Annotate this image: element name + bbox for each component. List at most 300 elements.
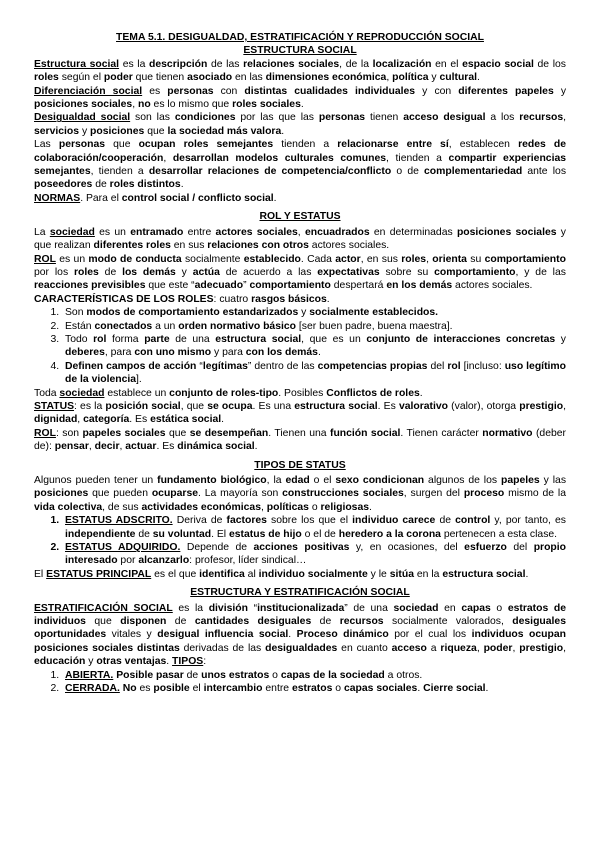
text-run: posiciones xyxy=(34,488,89,500)
text-run: dinámica social xyxy=(177,441,255,453)
text-run: . xyxy=(166,656,173,668)
text-run: en los demás xyxy=(386,280,453,292)
text-run: a xyxy=(426,642,441,654)
section-heading-tipos: TIPOS DE STATUS xyxy=(254,459,346,471)
text-run: , de la xyxy=(339,58,373,70)
text-run: alcanzarlo xyxy=(138,555,190,567)
text-run: religiosas xyxy=(320,501,370,513)
text-run: individuos ocupan posiciones sociales distintas xyxy=(34,629,566,654)
text-run: otras ventajas xyxy=(96,656,167,668)
text-run: despertará xyxy=(330,280,387,292)
list-item xyxy=(62,682,566,695)
text-run: actores sociales xyxy=(215,226,298,238)
text-run: educación xyxy=(34,656,86,668)
text-run: y las xyxy=(539,475,567,486)
text-run: sociedad xyxy=(59,387,105,399)
text-run: capas de la sociedad xyxy=(280,669,385,681)
text-run: decir xyxy=(94,441,120,453)
text-run: esfuerzo xyxy=(464,542,507,554)
text-run: o el xyxy=(309,475,336,486)
section-tipos xyxy=(34,474,566,581)
text-run: personas xyxy=(167,85,214,97)
text-run: pertenecen a esta clase. xyxy=(440,528,558,540)
text-run: ante los xyxy=(522,166,567,178)
list-item xyxy=(62,541,566,568)
text-run: es un xyxy=(55,253,89,265)
paragraph xyxy=(34,387,566,400)
text-run: a otros. xyxy=(384,669,423,681)
text-run: y xyxy=(428,72,440,84)
text-run: . xyxy=(485,683,489,695)
text-run: al xyxy=(244,568,259,580)
text-run: . El xyxy=(211,528,229,540)
text-run: “ xyxy=(247,602,258,614)
text-run: algunos de los xyxy=(424,475,502,486)
list-item xyxy=(62,360,566,387)
text-run: sociedad xyxy=(393,602,439,614)
text-run: ” xyxy=(243,280,250,292)
text-run: competencias propias xyxy=(317,360,428,372)
text-run: roles xyxy=(73,266,99,278)
text-run: posiciones xyxy=(90,125,145,137)
text-run: Conflictos de roles xyxy=(326,387,420,399)
text-run: poder xyxy=(103,72,133,84)
text-run: posición social xyxy=(105,400,181,412)
text-run: Deriva de xyxy=(172,515,227,527)
text-run: entre xyxy=(262,683,292,695)
text-run: individuo carece xyxy=(352,515,436,527)
text-run: con xyxy=(213,85,245,97)
text-run: estructura social xyxy=(442,568,526,580)
text-run: unos estratos xyxy=(201,669,270,681)
text-run: , xyxy=(563,642,566,654)
text-run: cantidades desiguales xyxy=(194,616,312,628)
text-run: a un xyxy=(152,320,179,332)
text-run: es el que xyxy=(151,568,200,580)
text-run: distintas cualidades individuales xyxy=(244,85,416,97)
section-heading-estructura: ESTRUCTURA SOCIAL xyxy=(243,45,357,57)
text-run: comportamiento xyxy=(484,253,566,265)
section-estructura xyxy=(34,58,566,205)
stratification-types-list xyxy=(34,669,566,696)
text-run: actividades económicas xyxy=(141,501,261,513)
text-run: es xyxy=(136,683,154,695)
paragraph xyxy=(34,138,566,192)
text-run: diferentes papeles xyxy=(458,85,554,97)
text-run: CARACTERÍSTICAS DE LOS ROLES xyxy=(34,293,214,305)
text-run: reacciones previsibles xyxy=(34,280,146,292)
paragraph xyxy=(34,85,566,112)
text-run: o el de xyxy=(301,528,339,540)
text-run: prestigio xyxy=(519,400,564,412)
text-run: , xyxy=(426,253,433,265)
status-types-list xyxy=(34,514,566,568)
text-run: Algunos pueden tener un xyxy=(34,475,158,486)
text-run: de acuerdo a las xyxy=(219,266,318,278)
section-rol xyxy=(34,226,566,454)
text-run: La xyxy=(34,226,50,238)
text-run: estructura social xyxy=(294,400,378,412)
text-run: . xyxy=(369,501,372,513)
text-run: , que xyxy=(180,400,208,412)
text-run: . xyxy=(417,683,424,695)
text-run: socialmente establecidos. xyxy=(309,307,439,319)
text-run: ROL xyxy=(34,253,56,265)
text-run: que tienen xyxy=(132,72,188,84)
text-run: es la xyxy=(172,602,209,614)
text-run: y xyxy=(175,266,193,278)
text-run: proceso xyxy=(463,488,505,500)
text-run: espacio social xyxy=(462,58,534,70)
text-run: son las xyxy=(130,112,175,124)
text-run: actores sociales. xyxy=(308,240,390,252)
text-run: es un xyxy=(94,226,131,238)
text-run: . xyxy=(419,387,423,399)
text-run: categoría xyxy=(83,414,130,426)
text-run: y le xyxy=(367,568,390,580)
text-run: y xyxy=(298,307,310,319)
text-run: la sociedad más valora xyxy=(167,125,282,137)
paragraph xyxy=(34,226,566,253)
text-run: . xyxy=(180,179,184,191)
text-run: , que es un xyxy=(301,333,367,345)
text-run: dimensiones económica xyxy=(265,72,387,84)
paragraph xyxy=(34,293,566,306)
text-run: . xyxy=(254,441,258,453)
text-run: papeles sociales xyxy=(82,427,166,439)
text-run: deberes xyxy=(65,347,105,359)
text-run: por xyxy=(117,555,139,567)
text-run: ESTATUS ADSCRITO. xyxy=(65,515,173,527)
text-run: ABIERTA. xyxy=(65,669,114,681)
text-run: desarrollan modelos culturales comunes xyxy=(172,152,387,164)
text-run: que este “ xyxy=(145,280,195,292)
text-run: , para xyxy=(104,347,135,359)
text-run: establece un xyxy=(104,387,170,399)
text-run: en cuanto xyxy=(337,642,392,654)
text-run: . Tienen una xyxy=(268,427,330,439)
text-run: . xyxy=(288,629,297,641)
text-run: Cierre social xyxy=(423,683,486,695)
text-run: . xyxy=(317,347,321,359)
text-run: y, en ocasiones, del xyxy=(349,542,465,554)
text-run: Posible pasar xyxy=(116,669,184,681)
text-run: . xyxy=(281,125,285,137)
text-run: que pueden xyxy=(88,488,152,500)
text-run: Estructura social xyxy=(34,58,120,70)
text-run: relaciones con otros xyxy=(207,240,309,252)
text-run: recursos xyxy=(339,616,384,628)
text-run: poder xyxy=(483,642,513,654)
text-run: Depende de xyxy=(180,542,254,554)
text-run: “ xyxy=(196,360,203,372)
text-run: por el cual los xyxy=(388,629,472,641)
text-run: el xyxy=(189,683,204,695)
text-run: , establecen xyxy=(448,139,519,151)
text-run: propio interesado xyxy=(65,542,567,567)
text-run: , xyxy=(119,441,126,453)
text-run: con uno mismo xyxy=(134,347,212,359)
text-run: normativo xyxy=(482,427,533,439)
text-run: legítimas xyxy=(202,360,248,372)
text-run: se desempeñan xyxy=(189,427,269,439)
text-run: orienta xyxy=(432,253,467,265)
text-run: redes de colaboración/cooperación xyxy=(34,139,567,164)
text-run: estática social xyxy=(150,414,222,426)
text-run: Son xyxy=(65,307,87,319)
text-run: fundamento biológico xyxy=(157,475,267,486)
text-run: o xyxy=(490,602,508,614)
text-run: Diferenciación social xyxy=(34,85,143,97)
text-run: sobre su xyxy=(379,266,435,278)
text-run: desigualdades xyxy=(265,642,338,654)
text-run: socialmente valorados, xyxy=(383,616,513,628)
list-item xyxy=(62,333,566,360)
text-run: que xyxy=(105,139,139,151)
text-run: , tienden a xyxy=(90,166,149,178)
text-run: de xyxy=(435,515,456,527)
text-run: es xyxy=(142,85,168,97)
text-run: de xyxy=(98,266,123,278)
text-run: parte xyxy=(144,333,170,345)
text-run: descripción xyxy=(149,58,208,70)
text-run: . Es una xyxy=(252,400,295,412)
text-run: , la xyxy=(266,475,286,486)
text-run: Todo xyxy=(65,333,94,345)
text-run: independiente xyxy=(65,528,136,540)
text-run: . xyxy=(477,72,480,84)
text-run: su xyxy=(466,253,485,265)
text-run: posible xyxy=(153,683,190,695)
text-run: pensar xyxy=(54,441,89,453)
text-run: , xyxy=(297,226,305,238)
text-run: en determinadas xyxy=(369,226,457,238)
text-run: : es la xyxy=(74,400,106,412)
text-run: asociado xyxy=(187,72,233,84)
text-run: disponen xyxy=(120,616,167,628)
text-run: Proceso dinámico xyxy=(296,629,389,641)
text-run: individuo socialmente xyxy=(258,568,368,580)
text-run: acceso desigual xyxy=(403,112,486,124)
list-item xyxy=(62,320,566,333)
text-run: valorativo xyxy=(398,400,449,412)
text-run: según el xyxy=(58,72,104,84)
paragraph xyxy=(34,192,566,205)
text-run: conjunto de interacciones concretas xyxy=(366,333,556,345)
text-run: entre xyxy=(183,226,216,238)
text-run: estratos de individuos xyxy=(34,602,566,628)
text-run: personas xyxy=(318,112,366,124)
text-run: roles xyxy=(401,253,427,265)
text-run: Las xyxy=(34,139,59,151)
text-run: y con xyxy=(415,85,459,97)
text-run: , xyxy=(261,501,267,513)
text-run: CERRADA. xyxy=(65,683,120,695)
paragraph xyxy=(34,474,566,514)
text-run: capas sociales xyxy=(343,683,418,695)
text-run: función social xyxy=(329,427,401,439)
paragraph xyxy=(34,400,566,427)
text-run: compartir experiencias semejantes xyxy=(34,152,567,178)
text-run: Definen campos de acción xyxy=(65,360,197,372)
text-run: roles sociales xyxy=(232,99,301,111)
text-run: y, por tanto, es xyxy=(490,515,566,527)
text-run: y xyxy=(555,333,566,345)
text-run: en xyxy=(438,602,462,614)
text-run: del xyxy=(427,360,448,372)
paragraph xyxy=(34,111,566,138)
text-run: rol xyxy=(93,333,107,345)
text-run: control xyxy=(455,515,491,527)
text-run: de xyxy=(183,669,202,681)
text-run: ocuparse xyxy=(151,488,199,500)
text-run: de los xyxy=(533,58,566,70)
text-run: estructura social xyxy=(215,333,302,345)
text-run: su voluntad xyxy=(152,528,212,540)
text-run: en sus xyxy=(170,240,208,252)
text-run: . xyxy=(326,293,330,305)
text-run: que xyxy=(165,427,190,439)
section-heading-estratificacion: ESTRUCTURA Y ESTRATIFICACIÓN SOCIAL xyxy=(190,587,410,599)
text-run: . xyxy=(221,414,225,426)
text-run: personas xyxy=(58,139,106,151)
text-run: roles xyxy=(34,72,59,84)
list-item xyxy=(62,669,566,682)
text-run: . Cada xyxy=(300,253,336,265)
text-run: , xyxy=(476,642,484,654)
text-run: , xyxy=(386,72,393,84)
text-run: No xyxy=(122,683,137,695)
text-run: política xyxy=(392,72,429,84)
text-run: diferentes roles xyxy=(93,240,171,252)
text-run: , xyxy=(163,152,173,164)
text-run: , xyxy=(563,112,567,124)
text-run: encuadrados xyxy=(304,226,370,238)
text-run: [ser buen padre, buena maestra]. xyxy=(296,320,453,332)
text-run: en las xyxy=(232,72,266,84)
text-run: en el xyxy=(431,58,463,70)
text-run: rol xyxy=(447,360,461,372)
text-run: : son xyxy=(55,427,83,439)
text-run: construcciones sociales xyxy=(282,488,404,500)
text-run: . xyxy=(300,99,304,111)
text-run: papeles xyxy=(501,475,540,486)
text-run: poseedores xyxy=(34,179,93,191)
text-run: de las xyxy=(207,58,244,70)
text-run: por las que las xyxy=(235,112,319,124)
text-run: : cuatro xyxy=(213,293,252,305)
text-run: actúa xyxy=(192,266,220,278)
text-run: , xyxy=(563,400,566,412)
text-run: no xyxy=(137,99,151,111)
text-run: institucionalizada xyxy=(257,602,345,614)
text-run: localización xyxy=(372,58,432,70)
text-run: , de sus xyxy=(102,501,142,513)
text-run: ESTATUS PRINCIPAL xyxy=(46,568,152,580)
text-run: , xyxy=(512,642,520,654)
text-run: que xyxy=(144,125,168,137)
document-title: TEMA 5.1. DESIGUALDAD, ESTRATIFICACIÓN Y REPRODUCCIÓN SOCIAL xyxy=(116,32,484,43)
text-run: , xyxy=(88,441,95,453)
text-run: rasgos básicos xyxy=(251,293,327,305)
text-run: complementariedad xyxy=(424,166,523,178)
text-run: posiciones sociales xyxy=(456,226,557,238)
text-run: uso legítimo de la violencia xyxy=(65,360,566,386)
text-run: desigual influencia social xyxy=(157,629,289,641)
text-run: o xyxy=(269,669,281,681)
text-run: ocupan roles semejantes xyxy=(138,139,274,151)
roles-characteristics-list xyxy=(34,306,566,386)
text-run: El xyxy=(34,568,47,580)
text-run: . La mayoría son xyxy=(198,488,283,500)
text-run: mismo de la xyxy=(504,488,566,500)
text-run: políticas xyxy=(266,501,309,513)
text-run: , surgen del xyxy=(403,488,464,500)
text-run: vitales y xyxy=(106,629,158,641)
paragraph xyxy=(34,58,566,85)
text-run: NORMAS xyxy=(34,192,81,204)
text-run: : profesor, líder sindical… xyxy=(189,555,307,567)
text-run: modos de comportamiento estandarizados xyxy=(86,307,299,319)
text-run: comportamiento xyxy=(249,280,331,292)
section-estratificacion xyxy=(34,602,566,696)
text-run: , en sus xyxy=(360,253,402,265)
text-run: estatus de hijo xyxy=(229,528,302,540)
text-run: posiciones sociales xyxy=(34,99,133,111)
text-run: los demás xyxy=(122,266,176,278)
text-run: [incluso: xyxy=(460,360,505,372)
text-run: del xyxy=(506,542,534,554)
list-item xyxy=(62,306,566,319)
text-run: establecido xyxy=(243,253,301,265)
text-run: capas xyxy=(461,602,491,614)
text-run: sexo condicionan xyxy=(335,475,425,486)
text-run: dignidad xyxy=(34,414,78,426)
text-run: . Tienen carácter xyxy=(400,427,483,439)
text-run: que xyxy=(85,616,121,628)
text-run: o de xyxy=(391,166,425,178)
text-run: expectativas xyxy=(317,266,380,278)
text-run: ESTATUS ADQUIRIDO. xyxy=(65,542,181,554)
text-run: de xyxy=(166,616,195,628)
section-heading-rol: ROL Y ESTATUS xyxy=(259,211,341,223)
text-run: ” de una xyxy=(344,602,394,614)
text-run: TIPOS xyxy=(172,656,204,668)
text-run: (valor), otorga xyxy=(448,400,520,412)
text-run: forma xyxy=(106,333,145,345)
paragraph xyxy=(34,427,566,454)
text-run: servicios xyxy=(34,125,80,137)
text-run: (deber de): xyxy=(34,427,566,453)
text-run: de xyxy=(311,616,340,628)
text-run: adecuado xyxy=(194,280,244,292)
text-run: Desigualdad social xyxy=(34,112,131,124)
text-run: recursos xyxy=(519,112,564,124)
paragraph xyxy=(34,568,566,581)
text-run: y para xyxy=(211,347,246,359)
text-run: heredero a la corona xyxy=(338,528,441,540)
text-run: tienden a xyxy=(273,139,338,151)
text-run: orden normativo básico xyxy=(178,320,297,332)
paragraph xyxy=(34,602,566,669)
text-run: tienen xyxy=(365,112,404,124)
text-run: . Posibles xyxy=(278,387,327,399)
text-run: con los demás xyxy=(245,347,318,359)
text-run: , y de las xyxy=(515,266,566,278)
text-run: . Es xyxy=(377,400,399,412)
text-run: y xyxy=(85,656,97,668)
text-run: actores sociales. xyxy=(452,280,533,292)
